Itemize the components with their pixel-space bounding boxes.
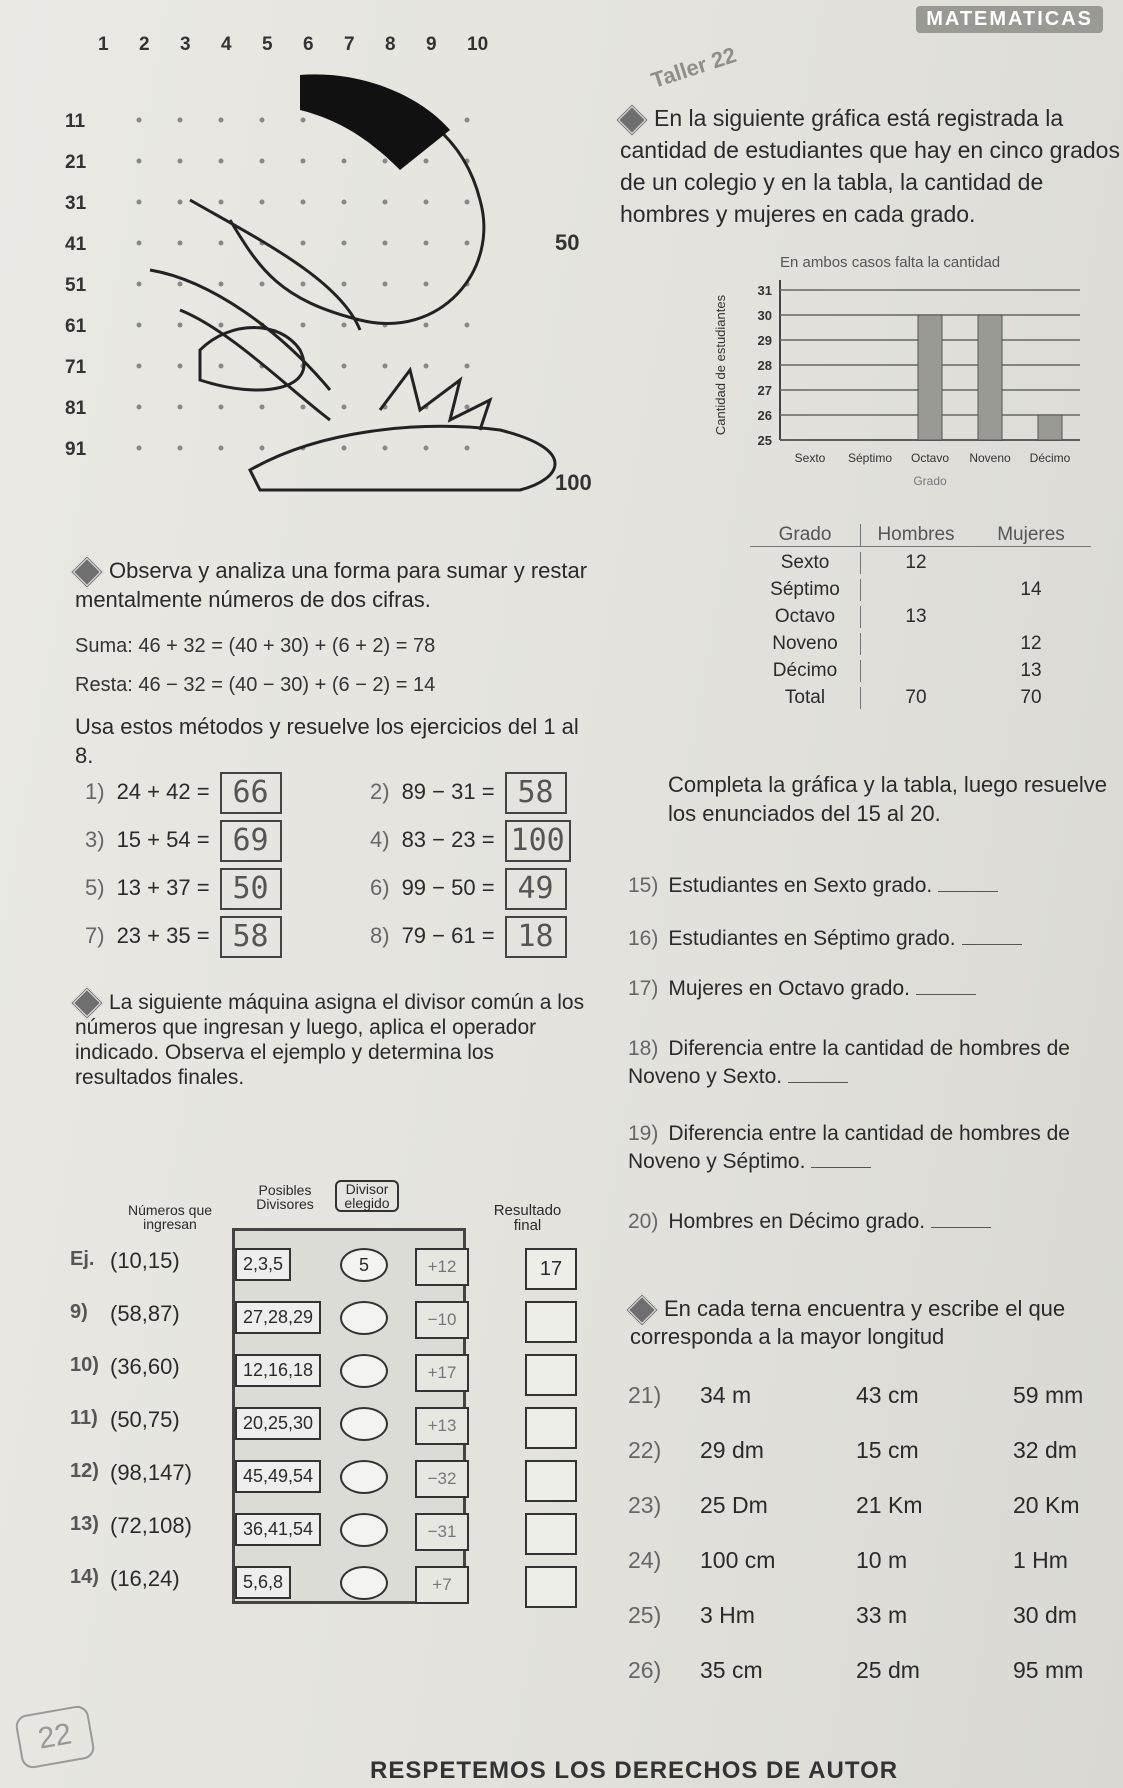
grid-dot	[178, 159, 183, 164]
observe-title: Observa y analiza una forma para sumar y restar mentalmente números de dos cifras.	[75, 558, 588, 612]
table-cell: Séptimo	[750, 579, 861, 601]
terna-option-b[interactable]: 15 cm	[856, 1437, 919, 1463]
terna-option-a[interactable]: 35 cm	[700, 1657, 763, 1683]
terna-number: 25)	[628, 1602, 662, 1628]
table-cell: Hombres	[861, 524, 971, 547]
grid-dot	[219, 446, 224, 451]
number-grid-drawing	[60, 20, 600, 510]
grid-dot	[301, 200, 306, 205]
ink-shape	[300, 74, 450, 170]
grid-dot	[424, 200, 429, 205]
grid-col-number: 3	[180, 34, 191, 55]
task-text: Mujeres en Octavo grado.	[668, 977, 910, 1000]
machine-result-box[interactable]	[525, 1301, 577, 1343]
table-cell: 13	[905, 605, 927, 627]
table-cell: Octavo	[750, 606, 861, 628]
grid-dot	[178, 405, 183, 410]
task-text: Diferencia entre la cantidad de hombres de Noveno y Séptimo.	[628, 1122, 1070, 1173]
machine-chosen-divisor[interactable]	[340, 1566, 388, 1600]
drill-answer-box[interactable]: 58	[505, 772, 567, 814]
terna-number: 26)	[628, 1657, 662, 1683]
grid-row-number: 91	[65, 439, 87, 460]
label-50: 50	[555, 230, 580, 255]
terna-option-a[interactable]: 29 dm	[700, 1437, 764, 1463]
chart-x-tick: Noveno	[969, 451, 1011, 465]
grid-dot	[383, 159, 388, 164]
grid-dot	[342, 446, 347, 451]
diamond-bullet-icon	[70, 555, 104, 589]
suma-expression: 46 + 32 = (40 + 30) + (6 + 2) = 78	[138, 635, 436, 657]
machine-operator: +7	[415, 1566, 469, 1604]
terna-option-c[interactable]: 30 dm	[1013, 1602, 1077, 1628]
label-elegido: Divisor elegido	[335, 1180, 399, 1212]
drill-item	[370, 868, 567, 910]
table-cell: 12	[1020, 632, 1042, 654]
table-cell: 70	[1020, 686, 1042, 708]
machine-row-number: Ej.	[70, 1248, 95, 1270]
grid-dot	[219, 405, 224, 410]
machine-row-number: 13)	[70, 1513, 99, 1535]
drill-item	[85, 820, 282, 862]
task-item	[628, 872, 1098, 900]
gender-table	[750, 522, 1110, 711]
drill-number: 4)	[370, 826, 390, 852]
chart-y-tick: 25	[757, 433, 772, 448]
terna-option-b[interactable]: 21 Km	[856, 1492, 923, 1518]
table-cell: 14	[1020, 578, 1042, 600]
drill-item	[370, 820, 571, 862]
grid-row-number: 81	[65, 398, 87, 419]
machine-row-number: 14)	[70, 1566, 99, 1588]
grid-dot	[137, 282, 142, 287]
drill-expression: 23 + 35 =	[116, 922, 210, 948]
grid-dot	[260, 159, 265, 164]
label-ingresan: Números que ingresan	[127, 1202, 213, 1232]
terna-row	[628, 1492, 1108, 1522]
grid-row-number: 31	[65, 193, 87, 214]
machine-chosen-divisor[interactable]	[340, 1354, 388, 1388]
machine-input-pair: (10,15)	[110, 1248, 180, 1273]
task-number: 15)	[628, 874, 659, 897]
chart-y-tick: 26	[757, 408, 772, 423]
drill-number: 8)	[370, 922, 390, 948]
machine-row	[70, 1354, 590, 1398]
drill-number: 6)	[370, 874, 390, 900]
drill-number: 7)	[85, 922, 105, 948]
task-item	[628, 1208, 1098, 1236]
terna-option-b[interactable]: 10 m	[856, 1547, 908, 1573]
table-row	[750, 630, 1110, 657]
grid-dot	[301, 282, 306, 287]
grid-dot	[260, 282, 265, 287]
grid-col-number: 9	[426, 34, 437, 55]
suma-label: Suma:	[75, 635, 133, 657]
machine-result-box[interactable]	[525, 1566, 577, 1608]
task-answer-blank[interactable]	[962, 944, 1022, 945]
resta-label: Resta:	[75, 674, 133, 696]
drill-number: 2)	[370, 778, 390, 804]
grid-dot	[301, 241, 306, 246]
table-cell: Grado	[750, 524, 861, 547]
machine-operator: −10	[415, 1301, 469, 1339]
grid-dot	[260, 118, 265, 123]
grid-col-number: 2	[139, 34, 150, 55]
machine-row	[70, 1248, 590, 1292]
drill-item	[85, 868, 282, 910]
task-answer-blank[interactable]	[916, 994, 976, 995]
grid-dot	[465, 364, 470, 369]
grid-col-number: 6	[303, 34, 314, 55]
task-text: Estudiantes en Séptimo grado.	[668, 927, 956, 950]
machine-row-number: 9)	[70, 1301, 88, 1323]
machine-divisors: 20,25,30	[235, 1407, 321, 1440]
grid-col-number: 5	[262, 34, 273, 55]
table-row	[750, 549, 1110, 576]
drill-number: 5)	[85, 874, 105, 900]
task-answer-blank[interactable]	[938, 891, 998, 892]
drill-expression: 99 − 50 =	[401, 874, 495, 900]
machine-result-box[interactable]	[525, 1354, 577, 1396]
grid-dot	[219, 159, 224, 164]
intro-text: En la siguiente gráfica está registrada la cantidad de estudiantes que hay en cinco grados de un colegio y en la tabla, la cantidad de hombres y mujeres en cada grado.	[620, 105, 1120, 227]
task-number: 17)	[628, 977, 659, 1000]
grid-dot	[178, 118, 183, 123]
grid-dot	[301, 323, 306, 328]
task-text: Estudiantes en Sexto grado.	[668, 874, 933, 897]
grid-dot	[465, 118, 470, 123]
brand-logo: MATEMATICAS	[916, 6, 1103, 33]
drill-expression: 13 + 37 =	[116, 874, 210, 900]
machine-operator: −31	[415, 1513, 469, 1551]
grid-row-number: 51	[65, 275, 87, 296]
machine-divisors: 45,49,54	[235, 1460, 321, 1493]
grid-col-number: 1	[98, 34, 109, 55]
terna-option-c[interactable]: 32 dm	[1013, 1437, 1077, 1463]
machine-input-pair: (98,147)	[110, 1460, 192, 1485]
grid-dot	[178, 200, 183, 205]
machine-chosen-divisor[interactable]	[340, 1460, 388, 1494]
grid-dot	[137, 446, 142, 451]
task-item	[628, 975, 1098, 1003]
machine-intro-text: La siguiente máquina asigna el divisor común a los números que ingresan y luego, aplica el operador indicado. Observa el ejemplo y determina los resultados finales.	[75, 991, 585, 1090]
grid-dot	[424, 323, 429, 328]
grid-dot	[383, 282, 388, 287]
terna-option-a[interactable]: 25 Dm	[700, 1492, 768, 1518]
machine-input-pair: (36,60)	[110, 1354, 180, 1379]
terna-option-c[interactable]: 95 mm	[1013, 1657, 1084, 1683]
grid-dot	[342, 405, 347, 410]
grid-dot	[383, 200, 388, 205]
page-number: 22	[14, 1704, 96, 1770]
machine-intro	[75, 990, 595, 1090]
table-row	[750, 657, 1110, 684]
label-100: 100	[555, 470, 592, 495]
drill-answer-box[interactable]: 49	[505, 868, 567, 910]
grid-dot	[178, 364, 183, 369]
observe-instructions: Usa estos métodos y resuelve los ejercicios del 1 al 8.	[75, 714, 579, 768]
drill-expression: 83 − 23 =	[401, 826, 495, 852]
machine-row-number: 11)	[70, 1407, 98, 1429]
drill-expression: 89 − 31 =	[401, 778, 495, 804]
terna-row	[628, 1657, 1108, 1687]
table-cell: Total	[750, 687, 861, 709]
machine-chosen-divisor[interactable]: 5	[340, 1248, 388, 1282]
machine-result-box[interactable]	[525, 1513, 577, 1555]
label-resultado: Resultado final	[493, 1202, 562, 1234]
drill-answer-box[interactable]: 66	[220, 772, 282, 814]
drawing-lines	[150, 80, 555, 490]
machine-divisors: 2,3,5	[235, 1248, 291, 1281]
terna-text: En cada terna encuentra y escribe el que corresponda a la mayor longitud	[630, 1296, 1066, 1349]
terna-option-a[interactable]: 34 m	[700, 1382, 752, 1408]
terna-option-a[interactable]: 100 cm	[700, 1547, 776, 1573]
grid-dot	[137, 200, 142, 205]
grid-dot	[424, 364, 429, 369]
machine-divisors: 12,16,18	[235, 1354, 321, 1387]
chart-x-label: Grado	[913, 474, 947, 488]
drill-item	[370, 772, 567, 814]
table-cell: 70	[905, 686, 927, 708]
table-cell: Sexto	[750, 552, 861, 574]
grid-dot	[342, 282, 347, 287]
drill-expression: 79 − 61 =	[401, 922, 495, 948]
grid-dot	[342, 200, 347, 205]
drill-answer-box[interactable]: 50	[220, 868, 282, 910]
drill-item	[85, 772, 282, 814]
terna-number: 22)	[628, 1437, 662, 1463]
grid-dot	[137, 118, 142, 123]
machine-result-box[interactable]: 17	[525, 1248, 577, 1290]
terna-option-b[interactable]: 25 dm	[856, 1657, 920, 1683]
complete-instructions: Completa la gráfica y la tabla, luego resuelve los enunciados del 15 al 20.	[668, 772, 1108, 826]
task-item	[628, 925, 1098, 953]
chart-bar	[978, 315, 1002, 440]
task-text: Hombres en Décimo grado.	[668, 1210, 926, 1233]
machine-row	[70, 1407, 590, 1451]
drill-item	[370, 916, 567, 958]
table-cell: 13	[1020, 659, 1042, 681]
chart-bar	[1038, 415, 1062, 440]
terna-intro	[630, 1295, 1120, 1351]
grid-dot	[178, 323, 183, 328]
task-number: 19)	[628, 1122, 659, 1145]
grid-dot	[219, 282, 224, 287]
grid-row-number: 11	[65, 111, 86, 132]
task-number: 18)	[628, 1037, 659, 1060]
drill-number: 1)	[85, 778, 105, 804]
machine-row	[70, 1460, 590, 1504]
grid-dot	[178, 241, 183, 246]
grid-dot	[383, 446, 388, 451]
machine-operator: −32	[415, 1460, 469, 1498]
grid-dot	[178, 282, 183, 287]
drill-answer-box[interactable]: 100	[505, 820, 571, 862]
machine-input-pair: (50,75)	[110, 1407, 180, 1432]
grid-dot	[219, 241, 224, 246]
machine-divisors: 27,28,29	[235, 1301, 321, 1334]
terna-row	[628, 1602, 1108, 1632]
copyright-footer: RESPETEMOS LOS DERECHOS DE AUTOR	[370, 1757, 899, 1784]
grid-dot	[342, 159, 347, 164]
chart-x-tick: Séptimo	[847, 451, 893, 465]
machine-operator: +17	[415, 1354, 469, 1392]
terna-option-c[interactable]: 59 mm	[1013, 1382, 1084, 1408]
task-answer-blank[interactable]	[931, 1227, 991, 1228]
machine-input-pair: (58,87)	[110, 1301, 180, 1326]
task-item	[628, 1120, 1098, 1176]
grid-dot	[260, 200, 265, 205]
table-cell: Mujeres	[971, 524, 1091, 547]
grid-dot	[301, 159, 306, 164]
machine-operator: +13	[415, 1407, 469, 1445]
grid-dot	[301, 118, 306, 123]
bar-chart	[700, 270, 1100, 500]
machine-divisors: 36,41,54	[235, 1513, 321, 1546]
terna-option-b[interactable]: 33 m	[856, 1602, 908, 1628]
grid-dot	[465, 200, 470, 205]
grid-col-number: 10	[467, 34, 489, 55]
chart-y-tick: 28	[757, 358, 772, 373]
grid-dot	[465, 446, 470, 451]
table-cell: 12	[905, 551, 927, 573]
label-posibles: Posibles Divisores	[256, 1182, 314, 1212]
chart-y-tick: 29	[757, 333, 772, 348]
grid-row-number: 21	[65, 152, 87, 173]
grid-dot	[342, 364, 347, 369]
table-row	[750, 684, 1110, 711]
chart-y-label: Cantidad de estudiantes	[713, 294, 728, 436]
grid-dot	[301, 405, 306, 410]
chart-x-tick: Décimo	[1029, 451, 1071, 465]
chart-y-tick: 31	[757, 283, 772, 298]
grid-col-number: 4	[221, 34, 232, 55]
intro-paragraph	[620, 102, 1120, 230]
drill-answer-box[interactable]: 58	[220, 916, 282, 958]
chart-y-tick: 27	[757, 383, 772, 398]
grid-dot	[342, 241, 347, 246]
grid-dot	[219, 364, 224, 369]
terna-row	[628, 1437, 1108, 1467]
machine-chosen-divisor[interactable]	[340, 1513, 388, 1547]
drill-expression: 15 + 54 =	[116, 826, 210, 852]
grid-dot	[424, 241, 429, 246]
chart-bar	[918, 315, 942, 440]
drill-item	[85, 916, 282, 958]
terna-option-c[interactable]: 20 Km	[1013, 1492, 1080, 1518]
grid-dot	[219, 323, 224, 328]
machine-row	[70, 1566, 590, 1610]
grid-dot	[137, 323, 142, 328]
grid-dot	[383, 364, 388, 369]
grid-col-number: 8	[385, 34, 396, 55]
task-item	[628, 1035, 1098, 1091]
table-cell: Noveno	[750, 633, 861, 655]
table-row	[750, 603, 1110, 630]
terna-number: 23)	[628, 1492, 662, 1518]
grid-dot	[383, 241, 388, 246]
task-text: Diferencia entre la cantidad de hombres de Noveno y Sexto.	[628, 1037, 1070, 1088]
taller-label: Taller 22	[648, 42, 740, 93]
machine-chosen-divisor[interactable]	[340, 1301, 388, 1335]
machine-row-number: 12)	[70, 1460, 99, 1482]
table-cell: Décimo	[750, 660, 861, 682]
grid-dot	[424, 446, 429, 451]
machine-result-box[interactable]	[525, 1460, 577, 1502]
terna-option-a[interactable]: 3 Hm	[700, 1602, 755, 1628]
grid-dot	[424, 159, 429, 164]
grid-dot	[137, 405, 142, 410]
task-number: 20)	[628, 1210, 659, 1233]
drill-expression: 24 + 42 =	[116, 778, 210, 804]
drill-answer-box[interactable]: 18	[505, 916, 567, 958]
chart-x-tick: Sexto	[794, 451, 826, 465]
machine-row-number: 10)	[70, 1354, 99, 1376]
table-header-row	[750, 522, 1110, 549]
terna-number: 21)	[628, 1382, 662, 1408]
machine-row	[70, 1513, 590, 1557]
task-answer-blank[interactable]	[788, 1082, 848, 1083]
grid-dot	[260, 446, 265, 451]
grid-dot	[178, 446, 183, 451]
drill-answer-box[interactable]: 69	[220, 820, 282, 862]
grid-dot	[342, 323, 347, 328]
machine-input-pair: (16,24)	[110, 1566, 180, 1591]
grid-dot	[219, 200, 224, 205]
terna-row	[628, 1382, 1108, 1412]
machine-chosen-divisor[interactable]	[340, 1407, 388, 1441]
machine-result-box[interactable]	[525, 1407, 577, 1449]
resta-expression: 46 − 32 = (40 − 30) + (6 − 2) = 14	[138, 674, 436, 696]
grid-dot	[137, 159, 142, 164]
terna-number: 24)	[628, 1547, 662, 1573]
terna-row	[628, 1547, 1108, 1577]
grid-dot	[465, 405, 470, 410]
grid-col-number: 7	[344, 34, 355, 55]
terna-option-c[interactable]: 1 Hm	[1013, 1547, 1068, 1573]
drill-number: 3)	[85, 826, 105, 852]
task-answer-blank[interactable]	[811, 1167, 871, 1168]
grid-row-number: 61	[65, 316, 87, 337]
chart-y-tick: 30	[757, 308, 772, 323]
grid-dot	[465, 323, 470, 328]
grid-dot	[260, 405, 265, 410]
grid-dot	[219, 118, 224, 123]
grid-dot	[424, 282, 429, 287]
diamond-bullet-icon	[625, 1293, 659, 1327]
machine-divisors: 5,6,8	[235, 1566, 291, 1599]
machine-operator: +12	[415, 1248, 469, 1286]
machine-row	[70, 1301, 590, 1345]
diamond-bullet-icon	[615, 103, 649, 137]
observe-section	[75, 556, 595, 770]
terna-option-b[interactable]: 43 cm	[856, 1382, 919, 1408]
grid-dot	[465, 241, 470, 246]
grid-dot	[137, 364, 142, 369]
grid-row-number: 71	[65, 357, 87, 378]
chart-title: En ambos casos falta la cantidad	[780, 254, 1001, 271]
grid-row-number: 41	[65, 234, 87, 255]
machine-input-pair: (72,108)	[110, 1513, 192, 1538]
grid-dot	[137, 241, 142, 246]
table-row	[750, 576, 1110, 603]
task-number: 16)	[628, 927, 659, 950]
chart-x-tick: Octavo	[910, 451, 950, 465]
